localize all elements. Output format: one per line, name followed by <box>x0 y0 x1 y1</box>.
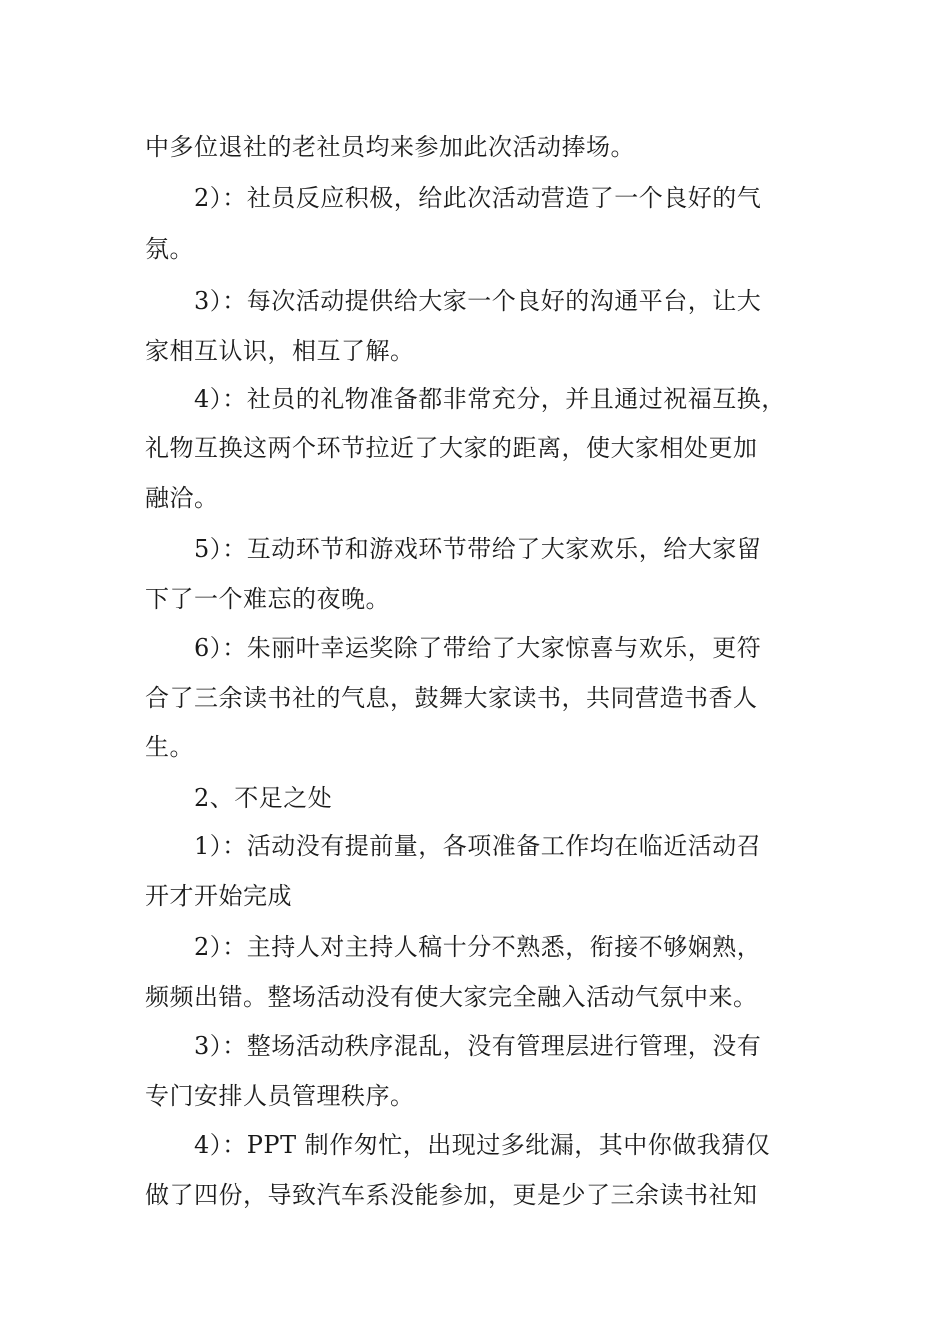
text-line: 专门安排人员管理秩序。 <box>145 1082 415 1110</box>
text-line: 做了四份，导致汽车系没能参加，更是少了三余读书社知 <box>145 1181 758 1209</box>
text-line: 3）：整场活动秩序混乱，没有管理层进行管理，没有 <box>194 1032 762 1060</box>
text-line: 2）：社员反应积极，给此次活动营造了一个良好的气 <box>194 184 762 212</box>
text-line: 1）：活动没有提前量，各项准备工作均在临近活动召 <box>194 832 762 860</box>
text-line: 氛。 <box>145 235 194 263</box>
text-line: 融洽。 <box>145 484 219 512</box>
text-line: 家相互认识，相互了解。 <box>145 337 415 365</box>
text-line: 6）：朱丽叶幸运奖除了带给了大家惊喜与欢乐，更符 <box>194 634 762 662</box>
text-line: 4）：PPT 制作匆忙，出现过多纰漏，其中你做我猜仅 <box>194 1131 771 1159</box>
text-line: 礼物互换这两个环节拉近了大家的距离，使大家相处更加 <box>145 434 758 462</box>
section-heading: 2、不足之处 <box>194 784 333 812</box>
text-line: 5）：互动环节和游戏环节带给了大家欢乐，给大家留 <box>194 535 762 563</box>
text-line: 下了一个难忘的夜晚。 <box>145 585 390 613</box>
text-line: 开才开始完成 <box>145 882 292 910</box>
text-line: 频频出错。整场活动没有使大家完全融入活动气氛中来。 <box>145 983 758 1011</box>
text-line: 生。 <box>145 733 194 761</box>
text-line: 中多位退社的老社员均来参加此次活动捧场。 <box>145 133 635 161</box>
text-line: 4）：社员的礼物准备都非常充分，并且通过祝福互换， <box>194 385 786 413</box>
text-line: 2）：主持人对主持人稿十分不熟悉，衔接不够娴熟， <box>194 933 762 961</box>
text-line: 合了三余读书社的气息，鼓舞大家读书，共同营造书香人 <box>145 684 758 712</box>
text-line: 3）：每次活动提供给大家一个良好的沟通平台，让大 <box>194 287 762 315</box>
